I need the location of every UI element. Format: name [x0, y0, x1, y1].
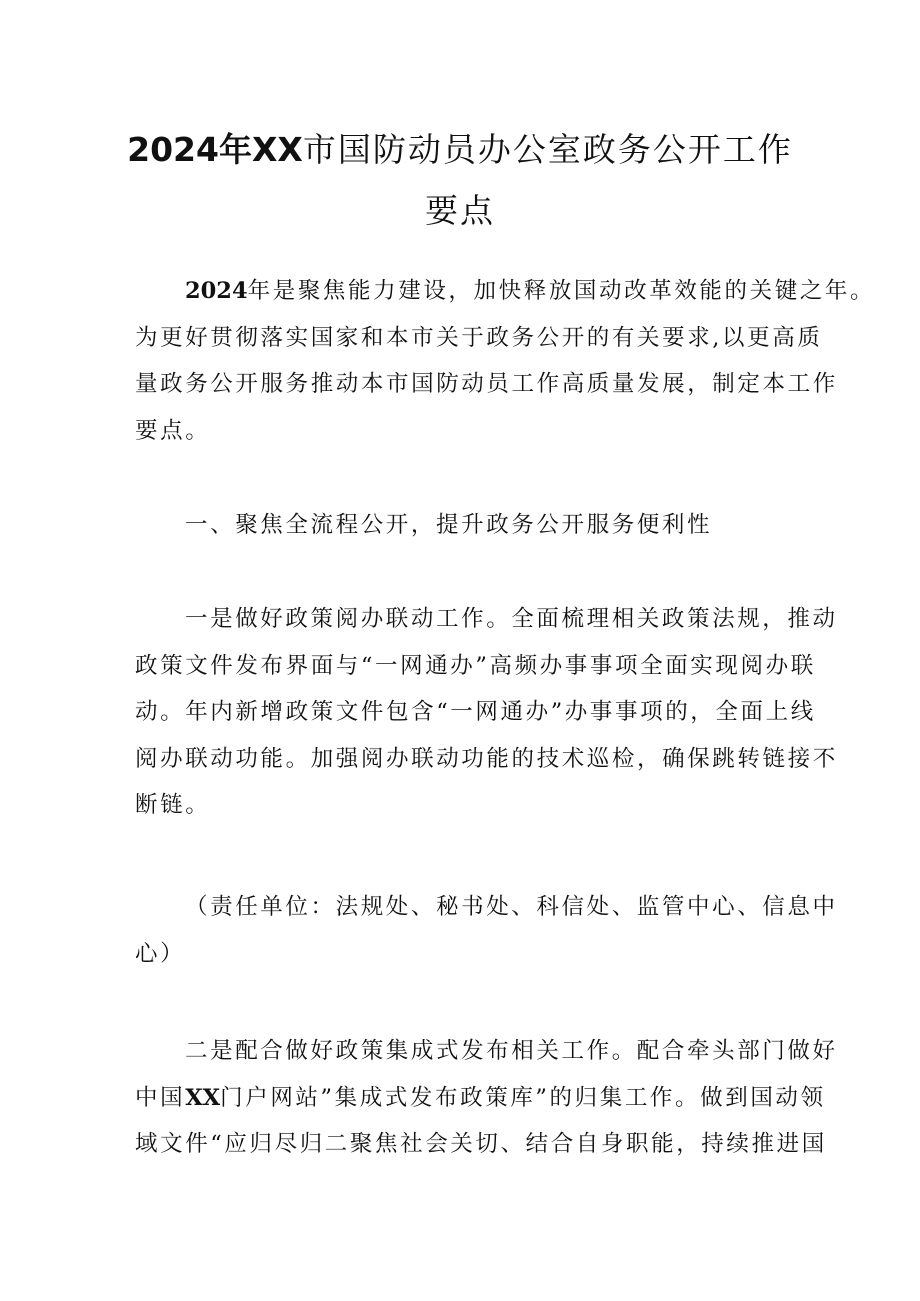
item-1-responsibility — [135, 884, 838, 977]
title-year-prefix: 2024年XX — [127, 130, 303, 169]
item-1-resp-line-2: 心） — [135, 940, 186, 967]
item-2-paragraph — [135, 1028, 838, 1168]
item-1-line-4: 阅办联动功能。加强阅办联动功能的技术巡检，确保跳转链接不 — [135, 745, 838, 772]
item-1-line-3: 动。年内新增政策文件包含“一网通办”办事事项的，全面上线 — [135, 699, 816, 725]
section-1-heading — [135, 502, 795, 549]
section-1-heading-text: 一、聚焦全流程公开，提升政务公开服务便利性 — [185, 512, 713, 538]
intro-line-1-text: 年是聚焦能力建设，加快释放国动改革效能的关键之年。 — [247, 278, 876, 304]
item-2-line-2-bold: XX — [185, 1084, 221, 1111]
item-1-line-1: 一是做好政策阅办联动工作。全面梳理相关政策法规，推动 — [185, 606, 838, 632]
intro-line-2: 为更好贯彻落实国家和本市关于政务公开的有关要求,以更高质 — [135, 324, 823, 351]
intro-line-3: 量政务公开服务推动本市国防动员工作高质量发展，制定本工作 — [135, 371, 838, 397]
document-title-line-1 — [110, 122, 810, 178]
item-2-line-3: 域文件“应归尽归二聚焦社会关切、结合自身职能，持续推进国 — [135, 1131, 827, 1157]
document-title-line-2: 要点 — [425, 191, 495, 230]
item-2-line-2-b: 门户网站”集成式发布政策库”的归集工作。做到国动领 — [220, 1084, 826, 1111]
item-2-line-2 — [135, 1075, 826, 1122]
item-2-line-1: 二是配合做好政策集成式发布相关工作。配合牵头部门做好 — [185, 1038, 838, 1064]
item-1-resp-line-1: （责任单位：法规处、秘书处、科信处、监管中心、信息中 — [185, 894, 838, 920]
item-1-paragraph — [135, 596, 838, 829]
intro-line-1 — [135, 268, 876, 315]
item-1-line-5: 断链。 — [135, 792, 211, 818]
intro-line-4: 要点。 — [135, 417, 211, 444]
intro-year: 2024 — [185, 278, 248, 304]
intro-paragraph — [135, 268, 876, 454]
item-2-line-2-a: 中国 — [135, 1084, 186, 1111]
item-1-line-2: 政策文件发布界面与“一网通办”高频办事事项全面实现阅办联 — [135, 652, 816, 679]
title-text: 市国防动员办公室政务公开工作 — [302, 130, 793, 169]
